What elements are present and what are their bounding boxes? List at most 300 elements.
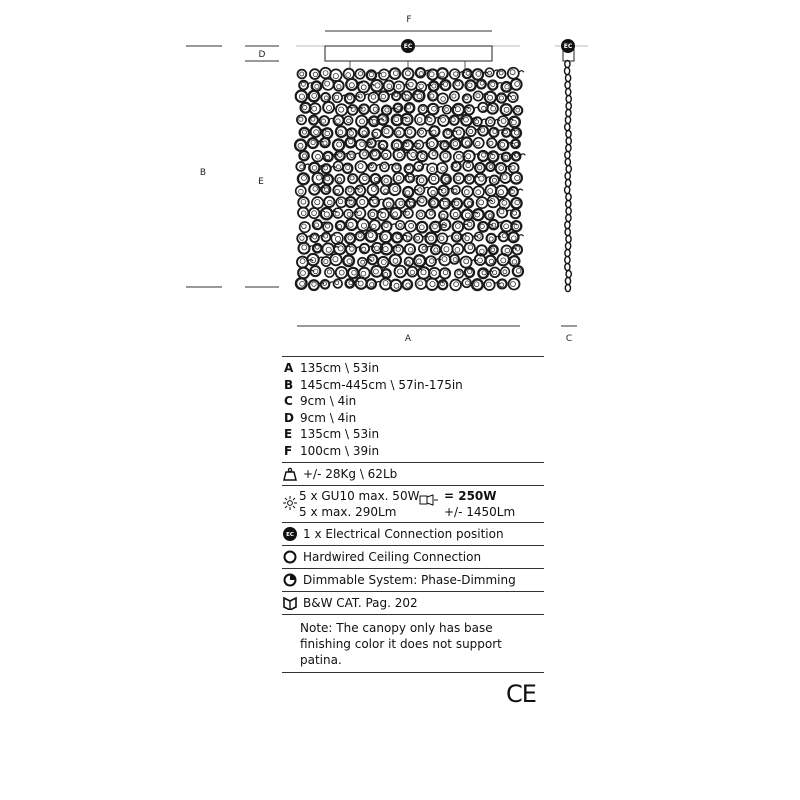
mesh-ring-inner [301, 271, 306, 276]
mesh-ring-inner [502, 234, 506, 238]
mesh-ring-inner [315, 84, 319, 88]
mesh-ring-inner [474, 282, 479, 287]
mesh-ring-inner [513, 211, 517, 215]
mesh-ring [346, 79, 357, 90]
mesh-ring-inner [358, 281, 363, 286]
mesh-ring-inner [464, 117, 469, 122]
mesh-ring [437, 163, 448, 174]
mesh-ring-inner [302, 224, 307, 229]
mesh-ring-inner [451, 118, 455, 122]
mesh-ring-inner [347, 119, 351, 123]
mesh-ring-inner [421, 106, 425, 110]
mesh-ring-inner [348, 222, 353, 227]
mesh-ring [392, 233, 402, 243]
weight-row [282, 463, 544, 485]
mesh-ring-inner [381, 94, 386, 99]
mesh-ring [486, 162, 495, 171]
ec-label-side: EC [563, 43, 573, 50]
mesh-ring-inner [405, 117, 410, 122]
lamp-total-power: = 250W [444, 489, 497, 503]
mesh-ring-inner [339, 107, 344, 112]
mesh-ring-inner [314, 130, 319, 135]
chain-link [566, 109, 571, 116]
chain-link [566, 144, 571, 151]
mesh-ring-inner [382, 235, 387, 240]
mesh-ring [502, 82, 512, 92]
mesh-ring [309, 208, 319, 218]
mesh-ring-inner [429, 211, 433, 215]
mesh-ring [298, 173, 309, 184]
ec-badge-side [561, 39, 575, 53]
mesh-ring [502, 153, 511, 162]
mesh-ring-inner [468, 269, 472, 273]
mesh-ring-inner [396, 84, 401, 89]
mesh-ring-inner [453, 189, 457, 193]
mesh-ring-inner [324, 212, 329, 217]
mesh-ring [356, 116, 367, 127]
mesh-ring-inner [456, 176, 461, 181]
mesh-ring-inner [374, 177, 378, 181]
catalog-row [282, 592, 544, 614]
mesh-ring [478, 126, 488, 136]
mesh-ring [478, 269, 488, 279]
mesh-ring-inner [405, 191, 410, 196]
mesh-ring [453, 127, 464, 138]
mesh-ring-inner [394, 283, 399, 288]
mesh-ring [369, 93, 379, 103]
mesh-ring-inner [478, 165, 482, 169]
mesh-ring-inner [299, 189, 304, 194]
mesh-ring [359, 127, 369, 137]
mesh-ring-inner [452, 94, 456, 98]
mesh-ring-inner [504, 224, 509, 229]
mesh-ring-inner [465, 236, 470, 241]
mesh-ring-inner [360, 199, 365, 204]
mesh-ring-inner [442, 257, 447, 262]
mesh-ring-inner [368, 233, 373, 238]
mesh-ring-inner [504, 107, 509, 112]
mesh-ring-inner [338, 225, 342, 229]
mesh-ring [461, 115, 472, 126]
mesh-ring-inner [489, 237, 493, 241]
mesh-ring [428, 187, 438, 197]
mesh-ring [355, 186, 365, 196]
mesh-ring [333, 139, 344, 150]
mesh-ring-inner [491, 82, 495, 86]
mesh-ring [508, 92, 518, 102]
mesh-ring-inner [407, 166, 411, 170]
mesh-ring-inner [316, 154, 321, 159]
mesh-ring-inner [338, 246, 343, 251]
mesh-ring [450, 209, 460, 219]
mesh-ring-inner [464, 190, 469, 195]
mesh-ring [452, 232, 461, 241]
mesh-ring-inner [453, 142, 458, 147]
mesh-ring-inner [491, 248, 495, 252]
mesh-ring-inner [301, 199, 306, 204]
mesh-ring [438, 186, 448, 196]
mesh-ring-inner [482, 106, 486, 110]
mesh-ring [429, 268, 440, 279]
mesh-ring [298, 208, 308, 218]
mesh-ring [462, 233, 472, 243]
mesh-ring-inner [515, 175, 520, 180]
mesh-ring [300, 222, 310, 232]
mesh-ring [356, 140, 366, 150]
mesh-ring-inner [346, 166, 350, 170]
mesh-ring-inner [313, 235, 317, 239]
mesh-ring [475, 163, 485, 173]
mesh-ring-inner [432, 152, 436, 156]
mesh-ring [428, 104, 439, 115]
mesh-ring-inner [453, 258, 457, 262]
mesh-ring-inner [324, 260, 328, 264]
mesh-ring-inner [443, 153, 448, 158]
chain-link [565, 221, 570, 228]
ec-badge-front [401, 39, 415, 53]
mesh-hook [520, 154, 525, 156]
mesh-ring-inner [405, 142, 410, 147]
mesh-ring-inner [504, 130, 508, 134]
mesh-ring-inner [416, 259, 421, 264]
mesh-ring [438, 115, 449, 126]
mesh-ring [335, 151, 345, 161]
mesh-ring [298, 197, 309, 208]
chain-link [566, 179, 571, 186]
mesh-ring-inner [476, 141, 481, 146]
mesh-ring-inner [300, 165, 304, 169]
mesh-ring [452, 186, 460, 194]
mesh-ring [450, 91, 459, 100]
mesh-ring-inner [383, 281, 388, 286]
chain-link [565, 186, 570, 193]
mesh-ring [509, 256, 519, 266]
mesh-ring [310, 69, 320, 79]
mesh-ring [487, 234, 496, 243]
chain-link [566, 95, 571, 102]
mesh-ring [356, 278, 367, 289]
mesh-ring-inner [421, 270, 426, 275]
mesh-ring-inner [431, 201, 435, 205]
mesh-ring [297, 115, 306, 124]
mesh-ring-inner [444, 247, 449, 252]
mesh-ring [345, 233, 355, 243]
mesh-ring-inner [370, 283, 374, 287]
mesh-ring-inner [358, 233, 362, 237]
mesh-ring-inner [476, 190, 481, 195]
mesh-ring-inner [406, 105, 410, 109]
mesh-ring-inner [503, 270, 507, 274]
mesh-ring [429, 82, 438, 91]
mesh-ring [312, 151, 323, 162]
label-c: C [565, 334, 573, 344]
mesh-ring-inner [499, 209, 504, 214]
mesh-ring-inner [372, 152, 377, 157]
chain-link [565, 158, 570, 165]
mesh-ring-inner [361, 271, 366, 276]
mesh-ring-inner [453, 212, 458, 217]
mesh-ring [466, 80, 476, 90]
chain-link [566, 130, 571, 137]
mesh-ring-inner [482, 153, 486, 157]
mesh-ring [473, 186, 484, 197]
mesh-ring [416, 278, 427, 289]
mesh-ring [487, 196, 498, 207]
mesh-ring [450, 280, 461, 291]
mesh-ring [450, 139, 460, 149]
mesh-ring [334, 115, 344, 125]
lamp-lumens-each: 5 x max. 290Lm [299, 505, 397, 519]
ec-label-front: EC [403, 43, 413, 50]
mesh-ring [394, 81, 405, 92]
mesh-ring-inner [419, 72, 423, 76]
mesh-ring [309, 184, 319, 194]
mesh-ring-inner [373, 107, 377, 111]
mesh-ring-inner [375, 246, 380, 251]
mesh-ring [490, 268, 500, 278]
mesh-ring [498, 116, 509, 127]
mesh-ring [497, 94, 506, 103]
mesh-ring-inner [422, 246, 426, 250]
mesh-ring-inner [418, 281, 423, 286]
mesh-ring [312, 197, 323, 208]
mesh-ring-inner [420, 198, 424, 202]
mesh-ring [368, 210, 378, 220]
mesh-ring-inner [328, 200, 333, 205]
chain-link [566, 207, 571, 214]
mesh-ring-inner [510, 70, 515, 75]
mesh-ring-inner [516, 269, 521, 274]
mesh-ring-inner [489, 259, 493, 263]
mesh-ring-inner [465, 141, 470, 146]
mesh-ring-inner [303, 105, 307, 109]
mesh-ring [425, 233, 436, 244]
mesh-ring [348, 268, 358, 278]
mesh-ring-inner [302, 130, 306, 134]
mesh-ring-inner [373, 269, 378, 274]
mesh-ring-inner [363, 176, 368, 181]
dimming-row [282, 569, 544, 591]
mesh-ring [322, 257, 331, 266]
mesh-ring-inner [302, 154, 306, 158]
mesh-ring-inner [432, 106, 437, 111]
mesh-ring-inner [505, 248, 510, 253]
mesh-ring-inner [406, 283, 410, 287]
circle-icon [283, 550, 297, 564]
mesh-ring-inner [454, 201, 459, 206]
mesh-ring-inner [493, 130, 497, 134]
mesh-ring-inner [393, 71, 398, 76]
mesh-ring [355, 69, 364, 78]
mesh-ring-inner [440, 72, 445, 77]
mesh-ring-inner [446, 131, 450, 135]
mesh-ring-inner [492, 178, 496, 182]
mesh-ring [453, 221, 464, 232]
mesh-ring-inner [466, 163, 471, 168]
mesh-ring [358, 81, 369, 92]
chain-link [565, 172, 570, 179]
mesh-ring-inner [363, 152, 367, 156]
mesh-ring-inner [500, 143, 505, 148]
label-f: F [406, 15, 412, 25]
mesh-ring [389, 184, 400, 195]
mesh-ring [452, 244, 463, 255]
mesh-ring-inner [499, 96, 503, 100]
dimension-row-a: A 135cm \ 53in [284, 361, 380, 375]
mesh-ring-inner [439, 236, 444, 241]
mesh-ring-inner [324, 96, 328, 100]
mesh-ring-inner [417, 118, 422, 123]
connection-text: Hardwired Ceiling Connection [303, 550, 482, 564]
mesh-ring [475, 232, 483, 240]
mesh-ring [417, 222, 428, 233]
mesh-ring-inner [482, 271, 486, 275]
mesh-ring [426, 278, 438, 290]
mesh-ring-inner [350, 247, 355, 252]
mesh-ring-inner [411, 152, 416, 157]
mesh-ring [403, 280, 413, 290]
mesh-ring-inner [314, 223, 318, 227]
mesh-ring [357, 219, 369, 231]
mesh-ring [498, 254, 509, 265]
mesh-ring-inner [396, 247, 400, 251]
mesh-ring [418, 267, 430, 279]
mesh-ring-inner [394, 93, 398, 97]
electrical-text: 1 x Electrical Connection position [303, 527, 504, 541]
mesh-ring [475, 174, 486, 185]
mesh-ring [323, 102, 334, 113]
mesh-ring-inner [397, 106, 401, 110]
dimension-row-f: F 100cm \ 39in [284, 443, 380, 458]
mesh-ring-inner [441, 214, 445, 218]
mesh-ring-inner [498, 190, 503, 195]
mesh-ring [360, 150, 369, 159]
mesh-ring-inner [515, 82, 520, 87]
mesh-ring [300, 151, 309, 160]
mesh-ring [396, 221, 405, 230]
mesh-ring-inner [515, 200, 520, 205]
mesh-ring-inner [419, 225, 424, 230]
mesh-ring-inner [431, 190, 435, 194]
mesh-ring [382, 126, 393, 137]
mesh-ring [462, 137, 472, 147]
mesh-ring [484, 279, 495, 290]
mesh-ring [426, 256, 436, 266]
mesh-ring [299, 243, 310, 254]
mesh-ring-inner [479, 176, 484, 181]
mesh-ring-inner [313, 72, 317, 76]
mesh-ring-inner [396, 131, 400, 135]
mesh-ring [486, 117, 495, 126]
mesh-ring [296, 91, 307, 102]
mesh-ring-inner [381, 212, 386, 217]
mesh-ring-inner [336, 119, 341, 124]
mesh-ring-inner [384, 189, 388, 193]
mesh-ring-inner [409, 223, 414, 228]
mesh-ring [333, 208, 343, 218]
mesh-ring-inner [476, 94, 480, 98]
chain-link [566, 242, 571, 249]
mesh-ring [488, 151, 498, 161]
mesh-ring-inner [300, 281, 305, 286]
label-b: B [199, 168, 207, 178]
mesh-ring-inner [396, 176, 401, 181]
mesh-ring-inner [456, 224, 461, 229]
mesh-ring [310, 266, 320, 276]
mesh-ring-inner [430, 282, 435, 287]
mesh-ring [348, 174, 357, 183]
mesh-ring-inner [468, 202, 472, 206]
mesh-ring-inner [476, 72, 481, 77]
mesh-ring-inner [455, 235, 459, 239]
mesh-ring [416, 210, 425, 219]
mesh-ring [440, 151, 451, 162]
mesh-ring [438, 93, 448, 103]
mesh-ring [298, 70, 307, 79]
mesh-ring-inner [501, 119, 506, 124]
mesh-ring-inner [419, 213, 423, 217]
mesh-ring-inner [350, 154, 354, 158]
mesh-ring [344, 210, 353, 219]
mesh-ring-inner [360, 142, 365, 147]
mesh-ring [473, 209, 484, 220]
mesh-ring-inner [443, 82, 447, 86]
chandelier-mesh [295, 61, 525, 291]
chain-link [566, 200, 571, 207]
mesh-ring-inner [515, 142, 519, 146]
mesh-ring [368, 184, 379, 195]
mesh-ring-inner [300, 72, 304, 76]
mesh-ring-inner [416, 143, 420, 147]
mesh-ring-inner [417, 94, 422, 99]
mesh-ring [359, 104, 369, 114]
chain-link [565, 284, 570, 291]
mesh-ring-inner [358, 164, 363, 169]
chain-link [566, 102, 571, 109]
mesh-ring-inner [383, 247, 388, 252]
mesh-ring [431, 245, 440, 254]
mesh-ring-inner [465, 213, 470, 218]
mesh-ring-inner [371, 187, 376, 192]
mesh-ring [296, 278, 307, 289]
chain-link [565, 249, 570, 256]
mesh-ring-inner [457, 271, 461, 275]
mesh-ring-inner [431, 176, 436, 181]
mesh-ring-inner [418, 188, 422, 192]
mesh-ring [370, 220, 380, 230]
chain-link [565, 263, 570, 270]
chain-link [566, 88, 571, 95]
mesh-ring-inner [467, 176, 471, 180]
mesh-ring [296, 186, 306, 196]
mesh-ring [298, 268, 309, 279]
mesh-ring-inner [299, 94, 304, 99]
mesh-ring [371, 80, 383, 92]
spec-table [282, 356, 544, 673]
mesh-ring [312, 82, 321, 91]
mesh-ring-inner [349, 281, 353, 285]
mesh-ring-inner [396, 235, 400, 239]
mesh-ring [403, 140, 413, 150]
dimension-row-c: C 9cm \ 4in [284, 394, 357, 408]
mesh-ring [321, 93, 330, 102]
mesh-ring-inner [312, 211, 317, 216]
mesh-ring-inner [480, 224, 484, 228]
mesh-ring-inner [456, 82, 460, 86]
mesh-ring [405, 127, 416, 138]
mesh-ring [334, 81, 344, 91]
mesh-ring [395, 127, 405, 137]
